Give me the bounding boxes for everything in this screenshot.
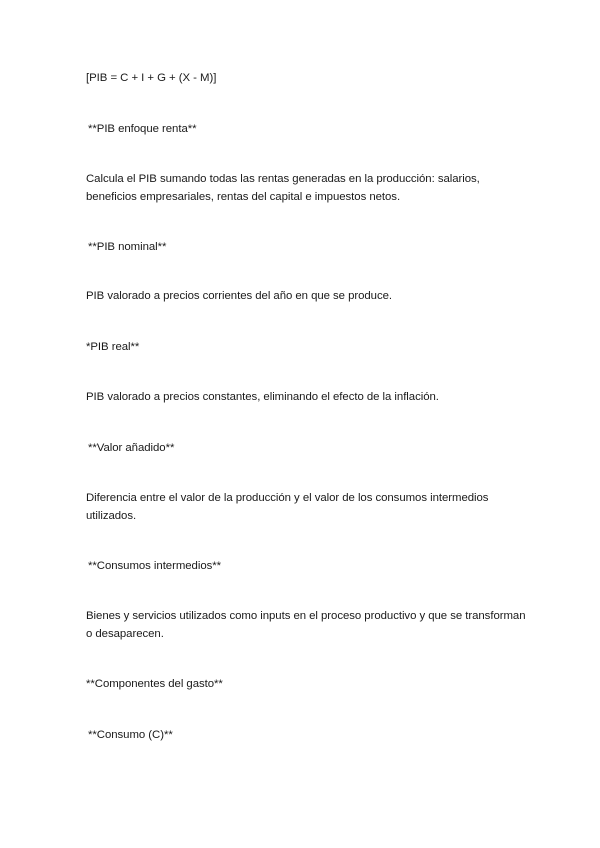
heading-consumos-intermedios: **Consumos intermedios** xyxy=(88,560,222,572)
formula-pib: [PIB = C + I + G + (X - M)] xyxy=(86,72,217,84)
heading-pib-real: *PIB real** xyxy=(86,341,140,353)
paragraph-pib-real: PIB valorado a precios constantes, eliminando el efecto de la inflación. xyxy=(86,391,439,403)
paragraph-pib-nominal: PIB valorado a precios corrientes del año en que se produce. xyxy=(86,290,393,302)
paragraph-consumos-intermedios: Bienes y servicios utilizados como inputs en el proceso productivo y que se transforman o desaparecen. xyxy=(86,610,526,640)
paragraph-pib-enfoque-renta: Calcula el PIB sumando todas las rentas generadas en la producción: salarios, beneficios empresariales, rentas del capital e impuestos netos. xyxy=(86,173,480,203)
heading-componentes-del-gasto: **Componentes del gasto** xyxy=(86,678,223,690)
heading-pib-enfoque-renta: **PIB enfoque renta** xyxy=(88,123,197,135)
heading-pib-nominal: **PIB nominal** xyxy=(88,241,167,253)
paragraph-valor-anadido: Diferencia entre el valor de la producción y el valor de los consumos intermedios utilizados. xyxy=(86,492,489,522)
heading-valor-anadido: **Valor añadido** xyxy=(88,442,175,454)
heading-consumo-c: **Consumo (C)** xyxy=(88,729,173,741)
